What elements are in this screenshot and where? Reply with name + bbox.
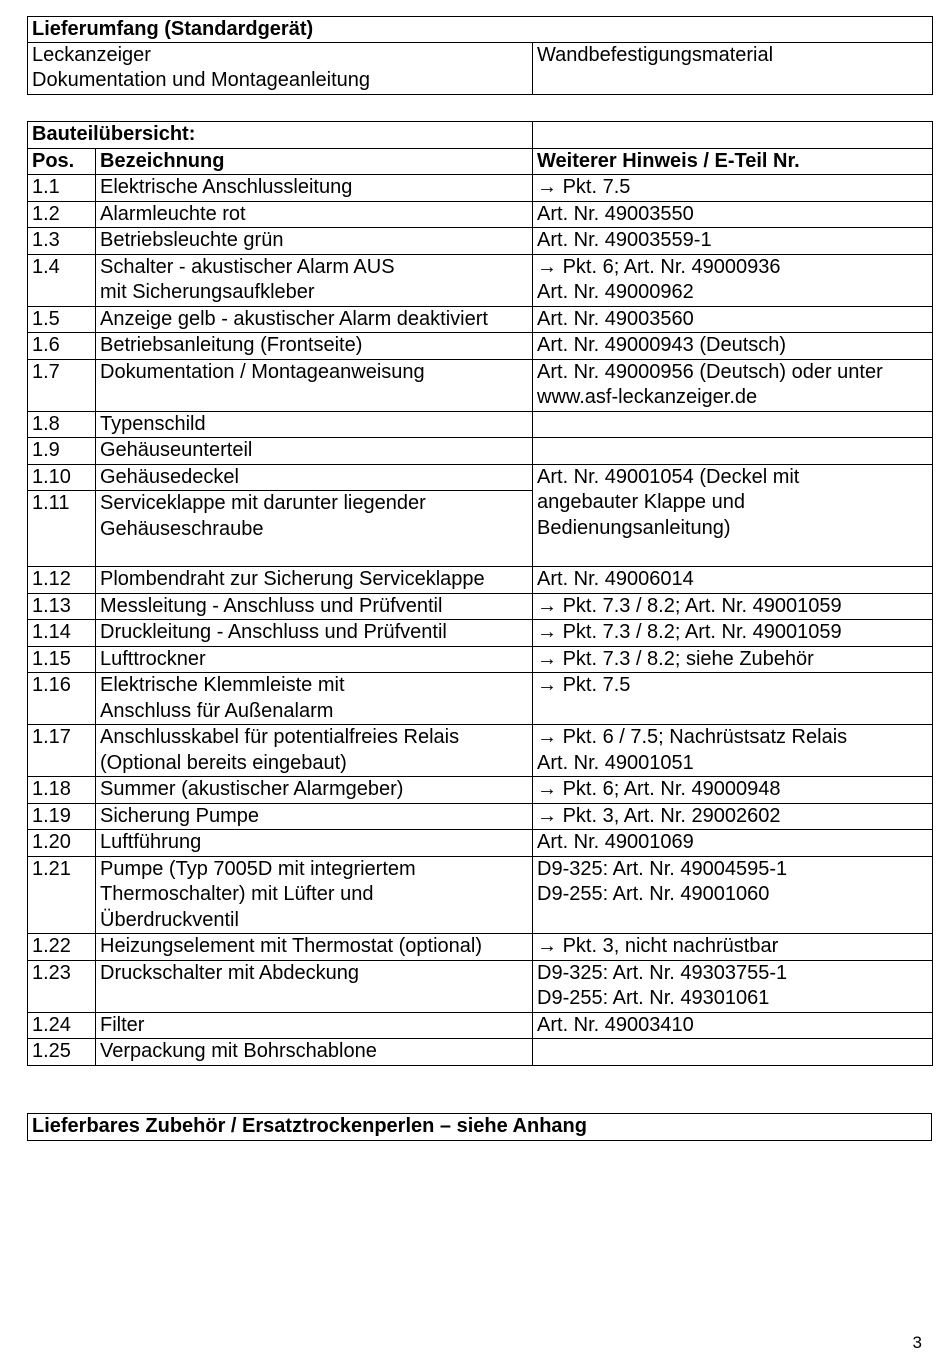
cell-line: Verpackung mit Bohrschablone <box>100 1040 377 1062</box>
cell-note <box>533 1012 933 1039</box>
cell-name <box>96 359 533 411</box>
cell-line: Art. Nr. 49003559-1 <box>537 229 712 251</box>
cell-pos: 1.18 <box>28 777 96 804</box>
cell-note <box>533 228 933 255</box>
table-row <box>28 856 933 934</box>
cell-name <box>96 646 533 673</box>
cell-line: Art. Nr. 49000956 (Deutsch) oder unter <box>537 360 883 383</box>
cell-name <box>96 803 533 830</box>
cell-line: Plombendraht zur Sicherung Serviceklappe <box>100 568 485 590</box>
cell-line: Überdruckventil <box>100 908 239 931</box>
cell-line: Art. Nr. 49000943 (Deutsch) <box>537 334 787 356</box>
cell-line: → Pkt. 7.5 <box>537 176 631 198</box>
cell-name <box>96 620 533 647</box>
cell-line: Summer (akustischer Alarmgeber) <box>100 778 404 800</box>
cell-pos: 1.22 <box>28 934 96 961</box>
cell-pos: 1.4 <box>28 254 96 306</box>
cell-line: → Pkt. 3, Art. Nr. 29002602 <box>537 804 781 827</box>
delivery-item: Wandbefestigungsmaterial <box>533 43 933 95</box>
cell-line: Bedienungsanleitung) <box>537 516 731 539</box>
cell-pos: 1.14 <box>28 620 96 647</box>
parts-table <box>27 121 933 1066</box>
table-row <box>28 411 933 438</box>
cell-line: Art. Nr. 49001069 <box>537 831 694 853</box>
cell-name <box>96 725 533 777</box>
cell-note <box>533 593 933 620</box>
cell-line: Lufttrockner <box>100 647 206 670</box>
cell-name <box>96 438 533 465</box>
cell-pos: 1.15 <box>28 646 96 673</box>
cell-note <box>533 333 933 360</box>
cell-pos: 1.9 <box>28 438 96 465</box>
cell-line: → Pkt. 7.3 / 8.2; Art. Nr. 49001059 <box>537 621 842 643</box>
cell-line: (Optional bereits eingebaut) <box>100 751 347 774</box>
cell-name <box>96 960 533 1012</box>
table-row <box>28 673 933 725</box>
cell-line: Pumpe (Typ 7005D mit integriertem <box>100 857 416 880</box>
cell-line: D9-325: Art. Nr. 49004595-1 <box>537 857 788 880</box>
table-row <box>28 725 933 777</box>
cell-note <box>533 175 933 202</box>
cell-pos: 1.21 <box>28 856 96 934</box>
cell-line: Betriebsleuchte grün <box>100 229 284 251</box>
cell-line: mit Sicherungsaufkleber <box>100 281 315 303</box>
cell-line: Typenschild <box>100 412 206 435</box>
table-row <box>28 201 933 228</box>
table-row <box>28 333 933 360</box>
cell-pos: 1.23 <box>28 960 96 1012</box>
cell-name <box>96 777 533 804</box>
cell-note <box>533 359 933 411</box>
cell-pos: 1.5 <box>28 306 96 333</box>
cell-line: Elektrische Anschlussleitung <box>100 176 353 198</box>
cell-pos: 1.10 <box>28 464 96 491</box>
cell-line: Gehäusedeckel <box>100 465 239 488</box>
cell-pos: 1.16 <box>28 673 96 725</box>
cell-line: www.asf-leckanzeiger.de <box>537 386 758 408</box>
cell-note <box>533 777 933 804</box>
table-row <box>28 438 933 465</box>
cell-pos: 1.25 <box>28 1039 96 1066</box>
cell-line: Druckschalter mit Abdeckung <box>100 961 360 984</box>
cell-note <box>533 201 933 228</box>
cell-name <box>96 934 533 961</box>
cell-pos: 1.13 <box>28 593 96 620</box>
cell-line: angebauter Klappe und <box>537 491 745 513</box>
accessories-note: Lieferbares Zubehör / Ersatztrockenperlen – siehe Anhang <box>28 1114 932 1141</box>
table-row <box>28 593 933 620</box>
cell-note <box>533 646 933 673</box>
cell-pos: 1.6 <box>28 333 96 360</box>
table-row <box>28 175 933 202</box>
cell-name <box>96 491 533 567</box>
cell-line: Anschlusskabel für potentialfreies Relais <box>100 726 460 748</box>
cell-name <box>96 1039 533 1066</box>
cell-name <box>96 228 533 255</box>
cell-name <box>96 411 533 438</box>
cell-pos: 1.20 <box>28 830 96 857</box>
cell-note <box>533 960 933 1012</box>
empty-cell <box>533 122 933 149</box>
table-row <box>28 830 933 857</box>
cell-note <box>533 306 933 333</box>
cell-line: Anschluss für Außenalarm <box>100 699 334 722</box>
table-row <box>28 620 933 647</box>
cell-name <box>96 306 533 333</box>
cell-line: → Pkt. 6; Art. Nr. 49000948 <box>537 778 781 800</box>
cell-note <box>533 803 933 830</box>
cell-note <box>533 725 933 777</box>
cell-line: Luftführung <box>100 831 202 853</box>
cell-line: Betriebsanleitung (Frontseite) <box>100 334 363 356</box>
cell-name <box>96 254 533 306</box>
cell-name <box>96 1012 533 1039</box>
cell-line: Sicherung Pumpe <box>100 804 259 827</box>
cell-note <box>533 620 933 647</box>
table-row <box>28 464 933 491</box>
cell-line: D9-325: Art. Nr. 49303755-1 <box>537 961 788 984</box>
cell-note <box>533 464 933 567</box>
delivery-item: Leckanzeiger <box>32 44 151 66</box>
cell-note <box>533 1039 933 1066</box>
cell-name <box>96 567 533 594</box>
cell-name <box>96 464 533 491</box>
header-pos: Pos. <box>28 148 96 175</box>
cell-line: Druckleitung - Anschluss und Prüfventil <box>100 621 447 643</box>
cell-pos: 1.24 <box>28 1012 96 1039</box>
cell-line: Art. Nr. 49003550 <box>537 202 694 225</box>
cell-line: → Pkt. 7.3 / 8.2; Art. Nr. 49001059 <box>537 594 842 617</box>
cell-line: Gehäuseschraube <box>100 517 264 540</box>
delivery-items-left <box>28 43 533 95</box>
cell-line: Serviceklappe mit darunter liegender <box>100 492 426 514</box>
cell-line: Messleitung - Anschluss und Prüfventil <box>100 594 443 617</box>
cell-pos: 1.11 <box>28 491 96 567</box>
cell-note <box>533 567 933 594</box>
cell-note <box>533 830 933 857</box>
cell-pos: 1.3 <box>28 228 96 255</box>
table-row <box>28 567 933 594</box>
table-row <box>28 960 933 1012</box>
page-number: 3 <box>912 1333 922 1352</box>
cell-line: Heizungselement mit Thermostat (optional) <box>100 935 483 957</box>
cell-line: D9-255: Art. Nr. 49001060 <box>537 883 770 905</box>
cell-name <box>96 201 533 228</box>
table-row <box>28 646 933 673</box>
header-note: Weiterer Hinweis / E-Teil Nr. <box>533 148 933 175</box>
cell-name <box>96 830 533 857</box>
cell-line: → Pkt. 6 / 7.5; Nachrüstsatz Relais <box>537 726 848 748</box>
cell-line: Thermoschalter) mit Lüfter und <box>100 883 374 905</box>
parts-title: Bauteilübersicht: <box>28 122 533 149</box>
table-row <box>28 254 933 306</box>
accessories-table <box>27 1113 932 1141</box>
cell-pos: 1.2 <box>28 201 96 228</box>
cell-line: Anzeige gelb - akustischer Alarm deaktiviert <box>100 307 488 330</box>
cell-line: D9-255: Art. Nr. 49301061 <box>537 987 770 1009</box>
table-row <box>28 1012 933 1039</box>
cell-line: Gehäuseunterteil <box>100 439 253 461</box>
table-row <box>28 803 933 830</box>
cell-note <box>533 254 933 306</box>
delivery-table <box>27 16 933 95</box>
table-row <box>28 1039 933 1066</box>
parts-body <box>28 175 933 1066</box>
cell-line: Art. Nr. 49003410 <box>537 1013 694 1036</box>
cell-pos: 1.19 <box>28 803 96 830</box>
cell-line: Art. Nr. 49001054 (Deckel mit <box>537 465 800 488</box>
table-row <box>28 359 933 411</box>
cell-note <box>533 856 933 934</box>
cell-line: Elektrische Klemmleiste mit <box>100 674 345 696</box>
cell-line: Dokumentation / Montageanweisung <box>100 360 425 383</box>
cell-pos: 1.7 <box>28 359 96 411</box>
cell-note <box>533 673 933 725</box>
header-name: Bezeichnung <box>96 148 533 175</box>
table-row <box>28 306 933 333</box>
table-row <box>28 228 933 255</box>
cell-note <box>533 438 933 465</box>
cell-line: Art. Nr. 49000962 <box>537 281 694 303</box>
cell-line: → Pkt. 7.3 / 8.2; siehe Zubehör <box>537 647 814 670</box>
cell-name <box>96 856 533 934</box>
table-row <box>28 777 933 804</box>
cell-line: → Pkt. 3, nicht nachrüstbar <box>537 935 779 957</box>
cell-line: Art. Nr. 49003560 <box>537 307 694 330</box>
cell-pos: 1.1 <box>28 175 96 202</box>
cell-line: Filter <box>100 1013 145 1036</box>
cell-note <box>533 934 933 961</box>
cell-name <box>96 333 533 360</box>
cell-name <box>96 593 533 620</box>
cell-pos: 1.8 <box>28 411 96 438</box>
cell-line: → Pkt. 6; Art. Nr. 49000936 <box>537 255 781 278</box>
cell-note <box>533 411 933 438</box>
cell-name <box>96 175 533 202</box>
cell-line: Schalter - akustischer Alarm AUS <box>100 255 395 278</box>
cell-pos: 1.17 <box>28 725 96 777</box>
cell-line: → Pkt. 7.5 <box>537 674 631 696</box>
cell-line: Art. Nr. 49006014 <box>537 568 694 590</box>
cell-pos: 1.12 <box>28 567 96 594</box>
delivery-item: Dokumentation und Montageanleitung <box>32 69 371 91</box>
cell-line: Alarmleuchte rot <box>100 202 246 225</box>
cell-name <box>96 673 533 725</box>
delivery-title: Lieferumfang (Standardgerät) <box>28 17 933 43</box>
cell-line: Art. Nr. 49001051 <box>537 751 694 774</box>
table-row <box>28 934 933 961</box>
